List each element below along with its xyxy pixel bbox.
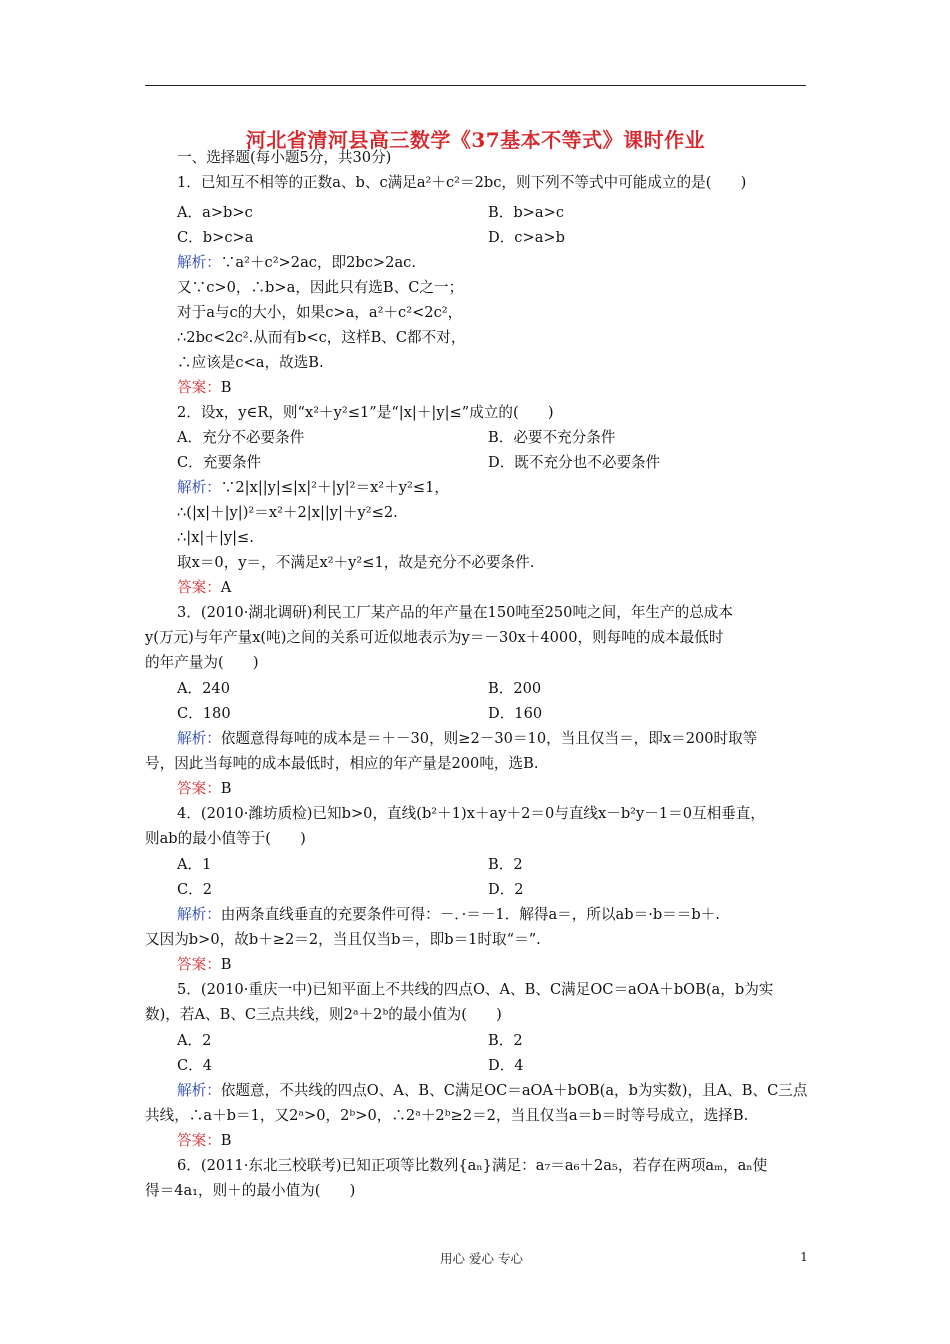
text-line xyxy=(177,1081,807,1101)
text-line xyxy=(177,503,398,523)
text-line xyxy=(177,428,304,448)
line-text: A．充分不必要条件 xyxy=(177,429,305,446)
text-line xyxy=(177,173,746,193)
text-line xyxy=(177,303,462,323)
answer-label: 答案： xyxy=(177,956,221,973)
line-text: C．2 xyxy=(177,881,213,898)
answer-label: 答案： xyxy=(177,780,221,797)
analysis-label: 解析： xyxy=(177,1082,221,1099)
text-line xyxy=(488,428,615,448)
text-line xyxy=(177,553,534,573)
text-line xyxy=(177,603,733,623)
line-text: 取x＝0，y＝，不满足x²＋y²≤1，故是充分不必要条件. xyxy=(177,554,535,571)
text-line xyxy=(177,148,391,168)
line-text: C．充要条件 xyxy=(177,454,262,471)
line-text: 数)，若A、B、C三点共线，则2ᵃ＋2ᵇ的最小值为( ) xyxy=(145,1006,502,1023)
line-text: ∴|x|＋|y|≤. xyxy=(177,529,254,546)
text-line xyxy=(177,1031,211,1051)
line-text: 6．(2011·东北三校联考)已知正项等比数列{aₙ}满足：a₇＝a₆＋2a₅，若存在两项aₘ，aₙ使 xyxy=(177,1157,768,1174)
line-text: B xyxy=(220,780,232,797)
line-text: 3．(2010·湖北调研)利民工厂某产品的年产量在150吨至250吨之间，年生产的总成本 xyxy=(177,604,733,621)
text-line xyxy=(177,228,253,248)
line-text: B．2 xyxy=(488,856,523,873)
text-line xyxy=(488,1031,523,1051)
text-line xyxy=(177,1156,767,1176)
line-text: A．240 xyxy=(177,680,230,697)
line-text: ∴应该是c<a，故选B. xyxy=(177,354,324,371)
text-line xyxy=(177,704,231,724)
line-text: D．160 xyxy=(488,705,543,722)
text-line xyxy=(177,679,230,699)
analysis-label: 解析： xyxy=(177,906,221,923)
answer-label: 答案： xyxy=(177,379,221,396)
text-line xyxy=(177,278,463,298)
line-text: y(万元)与年产量x(吨)之间的关系可近似地表示为y＝－30x＋4000，则每吨的成本最低时 xyxy=(145,629,724,646)
text-line xyxy=(488,880,524,900)
line-text: 则ab的最小值等于( ) xyxy=(145,830,306,847)
line-text: ∵a²＋c²>2ac，即2bc>2ac. xyxy=(220,254,416,271)
footer-slogan: 用心 爱心 专心 xyxy=(440,1251,523,1266)
text-line xyxy=(488,679,541,699)
text-line xyxy=(177,328,465,348)
line-text: 5．(2010·重庆一中)已知平面上不共线的四点O、A、B、C满足OC＝aOA＋bOB(a，b为实 xyxy=(177,981,774,998)
text-line xyxy=(488,1056,524,1076)
text-line xyxy=(145,1005,502,1025)
line-text: C．4 xyxy=(177,1057,213,1074)
line-text: 2．设x，y∈R，则“x²＋y²≤1”是“|x|＋|y|≤”成立的( ) xyxy=(177,404,554,421)
answer-label: 答案： xyxy=(177,579,221,596)
line-text: 一、选择题(每小题5分，共30分) xyxy=(177,149,392,166)
text-line xyxy=(177,253,416,273)
line-text: 又∵c>0，∴b>a，因此只有选B、C之一； xyxy=(177,279,464,296)
line-text: B．必要不充分条件 xyxy=(488,429,616,446)
line-text: A．a>b>c xyxy=(177,204,253,221)
text-line xyxy=(145,1106,748,1126)
text-line xyxy=(177,905,720,925)
line-text: B．b>a>c xyxy=(488,204,564,221)
line-text: A．2 xyxy=(177,1032,212,1049)
line-text: 4．(2010·潍坊质检)已知b>0，直线(b²＋1)x＋ay＋2＝0与直线x－b²y－1＝0互相垂直， xyxy=(177,805,765,822)
line-text: B．200 xyxy=(488,680,542,697)
text-line xyxy=(177,478,449,498)
text-line xyxy=(177,453,261,473)
text-line xyxy=(177,1131,232,1151)
line-text: D．c>a>b xyxy=(488,229,565,246)
line-text: 得＝4a₁，则＋的最小值为( ) xyxy=(145,1182,356,1199)
line-text: ∴2bc<2c².从而有b<c，这样B、C都不对， xyxy=(177,329,466,346)
text-line xyxy=(177,578,231,598)
text-line xyxy=(145,628,723,648)
text-line xyxy=(177,203,253,223)
line-text: 号，因此当每吨的成本最低时，相应的年产量是200吨，选B. xyxy=(145,755,539,772)
line-text: ∵2|x||y|≤|x|²＋|y|²＝x²＋y²≤1， xyxy=(220,479,449,496)
line-text: A．1 xyxy=(177,856,212,873)
line-text: D．2 xyxy=(488,881,524,898)
text-line xyxy=(145,1181,355,1201)
analysis-label: 解析： xyxy=(177,254,221,271)
line-text: B．2 xyxy=(488,1032,523,1049)
text-line xyxy=(177,804,765,824)
analysis-label: 解析： xyxy=(177,730,221,747)
answer-label: 答案： xyxy=(177,1132,221,1149)
line-text: D．既不充分也不必要条件 xyxy=(488,454,661,471)
text-line xyxy=(488,453,660,473)
text-line xyxy=(177,528,254,548)
line-text: 依题意得每吨的成本是＝＋－30，则≥2－30＝10，当且仅当＝，即x＝200时取等 xyxy=(220,730,758,747)
header-rule xyxy=(145,85,806,86)
line-text: 依题意，不共线的四点O、A、B、C满足OC＝aOA＋bOB(a，b为实数)，且A、B、C三点 xyxy=(220,1082,808,1099)
text-line xyxy=(488,228,565,248)
line-text: B xyxy=(220,379,232,396)
text-line xyxy=(177,403,554,423)
line-text: 的年产量为( ) xyxy=(145,654,259,671)
line-text: 1．已知互不相等的正数a、b、c满足a²＋c²＝2bc，则下列不等式中可能成立的是( ) xyxy=(177,174,747,191)
text-line xyxy=(177,955,232,975)
line-text: 由两条直线垂直的充要条件可得：－．·＝－1．解得a＝，所以ab＝·b＝＝b＋. xyxy=(220,906,720,923)
text-line xyxy=(177,729,757,749)
line-text: C．b>c>a xyxy=(177,229,254,246)
text-line xyxy=(145,754,538,774)
line-text: C．180 xyxy=(177,705,231,722)
text-line xyxy=(177,353,324,373)
text-line xyxy=(177,1056,212,1076)
text-line xyxy=(488,855,523,875)
text-line xyxy=(145,653,259,673)
line-text: B xyxy=(220,1132,232,1149)
line-text: 共线，∴a＋b＝1，又2ᵃ>0，2ᵇ>0，∴2ᵃ＋2ᵇ≥2＝2，当且仅当a＝b＝时等号成立，选择B. xyxy=(145,1107,749,1124)
document-title: 河北省清河县高三数学《37基本不等式》课时作业 xyxy=(245,128,706,152)
line-text: B xyxy=(220,956,232,973)
text-line xyxy=(145,930,541,950)
line-text: ∴(|x|＋|y|)²＝x²＋2|x||y|＋y²≤2. xyxy=(177,504,398,521)
text-line xyxy=(177,779,232,799)
page-number: 1 xyxy=(800,1249,808,1264)
text-line xyxy=(488,704,542,724)
text-line xyxy=(177,378,232,398)
line-text: 又因为b>0，故b＋≥2＝2，当且仅当b＝，即b＝1时取“＝”. xyxy=(145,931,541,948)
analysis-label: 解析： xyxy=(177,479,221,496)
line-text: D．4 xyxy=(488,1057,524,1074)
line-text: 对于a与c的大小，如果c>a，a²＋c²<2c²， xyxy=(177,304,463,321)
text-line xyxy=(177,880,212,900)
text-line xyxy=(488,203,564,223)
text-line xyxy=(177,855,211,875)
text-line xyxy=(177,980,773,1000)
line-text: A xyxy=(220,579,232,596)
text-line xyxy=(145,829,306,849)
